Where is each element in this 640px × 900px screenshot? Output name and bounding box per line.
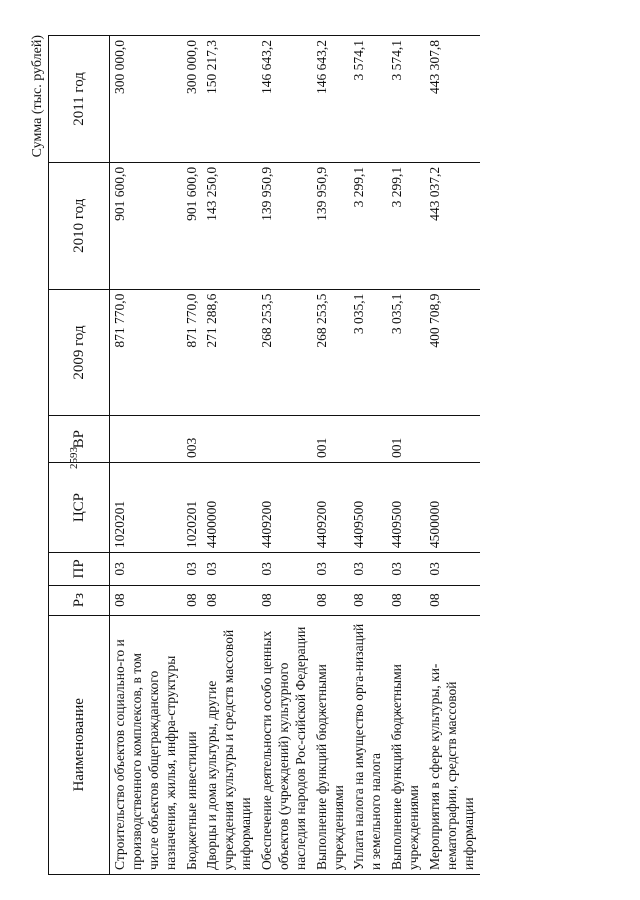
rotated-page-content xyxy=(30,15,590,875)
row-2011: 146 643,2 xyxy=(257,36,312,163)
row-rz: 08 xyxy=(387,585,425,615)
header-2010: 2010 год xyxy=(49,162,110,289)
row-name: Бюджетные инвестиции xyxy=(182,615,203,874)
row-csr: 1020201 xyxy=(182,462,203,552)
row-vr: 003 xyxy=(182,416,203,463)
row-name: Дворцы и дома культуры, другие учреждения культуры и средств массовой информации xyxy=(202,615,257,874)
row-vr xyxy=(202,416,257,463)
row-2011: 3 574,1 xyxy=(387,36,425,163)
table-row xyxy=(257,36,312,875)
row-rz: 08 xyxy=(110,585,182,615)
row-2009: 871 770,0 xyxy=(182,289,203,416)
row-2010: 901 600,0 xyxy=(182,162,203,289)
unit-label: Сумма (тыс. рублей) xyxy=(30,35,45,158)
row-vr: 001 xyxy=(387,416,425,463)
header-name: Наименование xyxy=(49,615,110,874)
row-name: Мероприятия в сфере культуры, ки-нематографии, средств массовой информации xyxy=(425,615,480,874)
budget-table xyxy=(48,35,480,875)
row-csr: 1020201 xyxy=(110,462,182,552)
row-rz: 08 xyxy=(349,585,387,615)
row-2011: 150 217,3 xyxy=(202,36,257,163)
row-rz: 08 xyxy=(257,585,312,615)
row-name: Уплата налога на имущество орга-низаций и земельного налога xyxy=(349,615,387,874)
row-2010: 901 600,0 xyxy=(110,162,182,289)
row-2011: 300 000,0 xyxy=(110,36,182,163)
header-2011: 2011 год xyxy=(49,36,110,163)
table-row xyxy=(312,36,350,875)
row-pr: 03 xyxy=(257,553,312,585)
row-2009: 268 253,5 xyxy=(312,289,350,416)
row-2010: 143 250,0 xyxy=(202,162,257,289)
row-rz: 08 xyxy=(312,585,350,615)
row-2010: 139 950,9 xyxy=(312,162,350,289)
row-2011: 146 643,2 xyxy=(312,36,350,163)
row-name: Выполнение функций бюджетными учреждениями xyxy=(312,615,350,874)
row-2009: 268 253,5 xyxy=(257,289,312,416)
row-pr: 03 xyxy=(387,553,425,585)
row-pr: 03 xyxy=(110,553,182,585)
page-number: 2593 xyxy=(68,447,80,469)
table-header xyxy=(49,36,110,875)
row-2009: 400 708,9 xyxy=(425,289,480,416)
row-rz: 08 xyxy=(425,585,480,615)
row-2010: 443 037,2 xyxy=(425,162,480,289)
header-csr: ЦСР xyxy=(49,462,110,552)
row-name: Строительство объектов социально-го и производственного комплексов, в том числе объектов общегражданского назначения, жилья, инфра-структуры xyxy=(110,615,182,874)
table-row xyxy=(349,36,387,875)
row-vr xyxy=(257,416,312,463)
row-2011: 300 000,0 xyxy=(182,36,203,163)
table-row xyxy=(202,36,257,875)
row-2011: 443 307,8 xyxy=(425,36,480,163)
row-vr xyxy=(349,416,387,463)
row-vr xyxy=(425,416,480,463)
row-2010: 139 950,9 xyxy=(257,162,312,289)
table-row xyxy=(387,36,425,875)
row-csr: 4409500 xyxy=(387,462,425,552)
row-rz: 08 xyxy=(202,585,257,615)
row-2010: 3 299,1 xyxy=(387,162,425,289)
table-body xyxy=(110,36,480,875)
row-pr: 03 xyxy=(202,553,257,585)
row-2009: 871 770,0 xyxy=(110,289,182,416)
row-csr: 4500000 xyxy=(425,462,480,552)
header-2009: 2009 год xyxy=(49,289,110,416)
table-row xyxy=(425,36,480,875)
row-2009: 3 035,1 xyxy=(349,289,387,416)
header-pr: ПР xyxy=(49,553,110,585)
row-pr: 03 xyxy=(182,553,203,585)
header-rz: Рз xyxy=(49,585,110,615)
row-csr: 4409200 xyxy=(257,462,312,552)
row-name: Выполнение функций бюджетными учреждениями xyxy=(387,615,425,874)
row-csr: 4409200 xyxy=(312,462,350,552)
table-row xyxy=(182,36,203,875)
row-2011: 3 574,1 xyxy=(349,36,387,163)
row-vr: 001 xyxy=(312,416,350,463)
row-pr: 03 xyxy=(349,553,387,585)
row-vr xyxy=(110,416,182,463)
row-2009: 3 035,1 xyxy=(387,289,425,416)
row-csr: 4409500 xyxy=(349,462,387,552)
row-csr: 4400000 xyxy=(202,462,257,552)
row-name: Обеспечение деятельности особо ценных объектов (учреждений) культурного наследия народов Рос-сийской Федерации xyxy=(257,615,312,874)
row-pr: 03 xyxy=(312,553,350,585)
header-row xyxy=(49,36,110,875)
header-vr: ВР xyxy=(49,416,110,463)
row-rz: 08 xyxy=(182,585,203,615)
row-2010: 3 299,1 xyxy=(349,162,387,289)
row-pr: 03 xyxy=(425,553,480,585)
table-row xyxy=(110,36,182,875)
row-2009: 271 288,6 xyxy=(202,289,257,416)
